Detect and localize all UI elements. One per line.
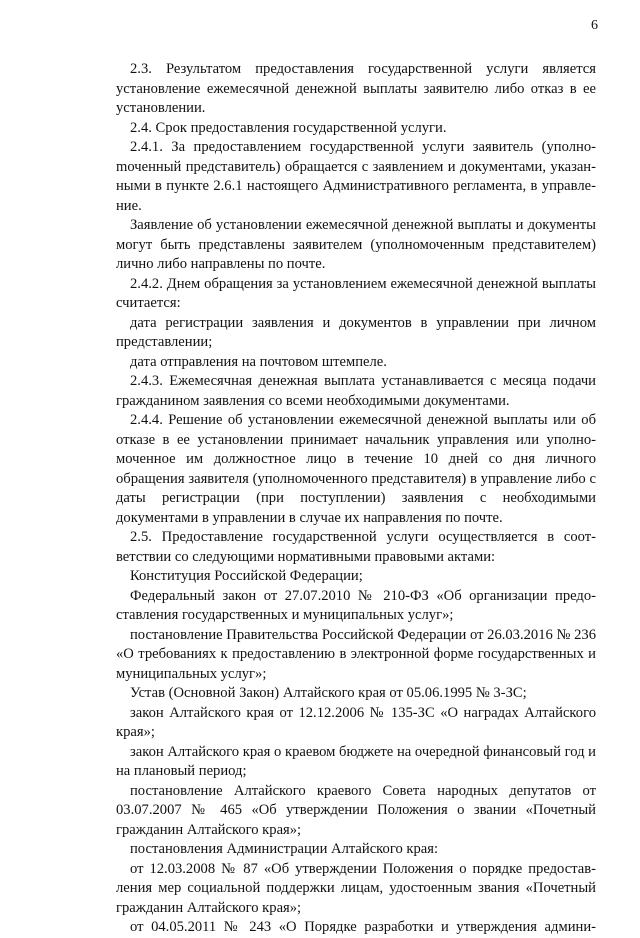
act-administration-decrees: постановления Администрации Алтайского края: [130,841,439,857]
paragraph-registration-date: дата регистрации заявления и документов в управлении при личном представлении; [116,314,596,350]
act-decree-243: от 04.05.2011 № 243 «О Порядке разработки и утверждения админи- [130,919,596,935]
act-council-decree-465: постановление Алтайского краевого Совета народных депутатов от 03.07.2007 № 465 «Об утверждении Положения о звании «Почетный гражданин Алтайского края»; [116,782,596,838]
paragraph-2-4: 2.4. Срок предоставления государственной услуги. [130,119,447,136]
page-number: 6 [591,18,598,33]
act-constitution: Конституция Российской Федерации; [130,568,363,584]
document-body [116,60,596,938]
paragraph-2-4-4: 2.4.4. Решение об установлении ежемесячной денежной выплаты или об отказе в ее установлении принимает начальник управления или уполномоченное им должностное лицо в течение 10 дней со дня личного обращения заявителя (уполномоченного представителя) в управление либо с даты регистрации (при поступлении) заявления с необходимыми документами в управлении в случае их направления по почте. [116,412,596,526]
paragraph-postmark-date: дата отправления на почтовом штемпеле. [130,353,387,370]
paragraph-2-4-2: 2.4.2. Днем обращения за установлением ежемесячной денежной выплаты считается: [116,275,596,311]
act-budget-law: закон Алтайского края о краевом бюджете на очередной финансовый год и на плановый период; [116,743,596,779]
paragraph-2-3: 2.3. Результатом предоставления государственной услуги является установление ежемесячной денежной выплаты заявителю либо отказ в ее установлении. [116,61,596,116]
paragraph-2-4-3: 2.4.3. Ежемесячная денежная выплата устанавливается с месяца подачи гражданином заявления со всеми необходимыми документами. [116,373,596,409]
act-decree-87: от 12.03.2008 № 87 «Об утверждении Положения о порядке предоставления мер социальной поддержки лицам, удостоенным звания «Почетный гражданин Алтайского края»; [116,860,596,916]
act-charter-altai: Устав (Основной Закон) Алтайского края от 05.06.1995 № 3-ЗС; [130,685,527,701]
paragraph-2-5: 2.5. Предоставление государственной услуги осуществляется в соответствии со следующими нормативными правовыми актами: [116,529,596,565]
act-law-135: закон Алтайского края от 12.12.2006 № 135-ЗС «О наградах Алтайского края»; [116,704,596,740]
paragraph-application-submission: Заявление об установлении ежемесячной денежной выплаты и документы могут быть представлены заявителем (уполномоченным представителем) лично либо направлены по почте. [116,217,596,272]
act-federal-law-210: Федеральный закон от 27.07.2010 № 210-ФЗ «Об организации предоставления государственных и муниципальных услуг»; [116,587,596,623]
paragraph-2-4-1: 2.4.1. За предоставлением государственной услуги заявитель (уполноmоченный представитель) обращается с заявлением и документами, указанными в пункте 2.6.1 настоящего Административного регламента, в управление. [116,139,596,214]
act-government-decree-236: постановление Правительства Российской Федерации от 26.03.2016 № 236 «О требованиях к предоставлению в электронной форме государственных и муниципальных услуг»; [116,626,596,682]
